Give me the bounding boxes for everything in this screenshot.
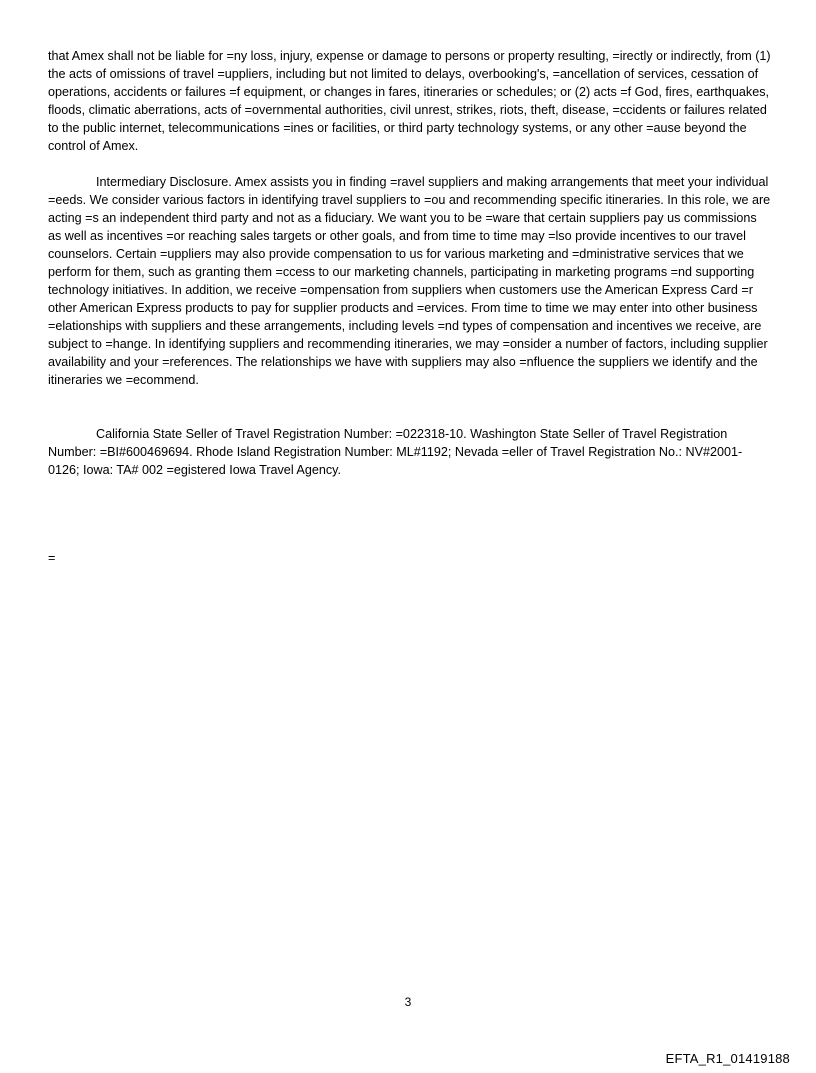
registration-numbers-paragraph: California State Seller of Travel Registration Number: =022318-10. Washington State Seller of Travel Registration Number: =BI#600469694. Rhode Island Registration Number: ML#1192; Nevada =eller of Travel Registration No.: NV#2001-0126; Iowa: TA# 002 =egistered Iowa Travel Agency.: [48, 427, 743, 477]
intermediary-disclosure-paragraph: Intermediary Disclosure. Amex assists you in finding =ravel suppliers and making arrangements that meet your individual =eeds. We consider various factors in identifying travel suppliers to =ou and recommending specific itineraries. In this role, we are acting =s an independent third party and not as a fiduciary. We want you to be =ware that certain suppliers pay us commissions as well as incentives =or reaching sales targets or other goals, and from time to time may =lso provide incentives to our travel counselors. Certain =uppliers may also provide compensation to us for various marketing and =dministrative services that we perform for them, such as granting them =ccess to our marketing channels, participating in marketing programs =nd supporting technology initiatives. In addition, we receive =ompensation from suppliers when customers use the American Express Card =r other American Express products to pay for supplier products and =ervices. From time to time we may enter into other business =elationships with suppliers and these arrangements, including levels =nd types of compensation and incentives we receive, are subject to =hange. In identifying suppliers and recommending itineraries, we may =onsider a number of factors, including supplier availability and your =references. The relationships we have with suppliers may also =nfluence the suppliers we identify and the itineraries we =ecommend.: [48, 175, 771, 387]
document-id: EFTA_R1_01419188: [665, 1051, 790, 1066]
liability-paragraph: that Amex shall not be liable for =ny loss, injury, expense or damage to persons or property resulting, =irectly or indirectly, from (1) the acts of omissions of travel =uppliers, including but not limited to delays, overbooking's, =ancellation of services, cessation of operations, accidents or failures =f equipment, or changes in fares, itineraries or schedules; or (2) acts =f God, fires, earthquakes, floods, climatic aberrations, acts of =overnmental authorities, civil unrest, strikes, riots, theft, disease, =ccidents or failures related to the public internet, telecommunications =ines or facilities, or third party technology systems, or any other =ause beyond the control of Amex.: [48, 49, 771, 153]
stray-equals-mark: =: [48, 551, 56, 565]
page-number: 3: [404, 995, 412, 1009]
